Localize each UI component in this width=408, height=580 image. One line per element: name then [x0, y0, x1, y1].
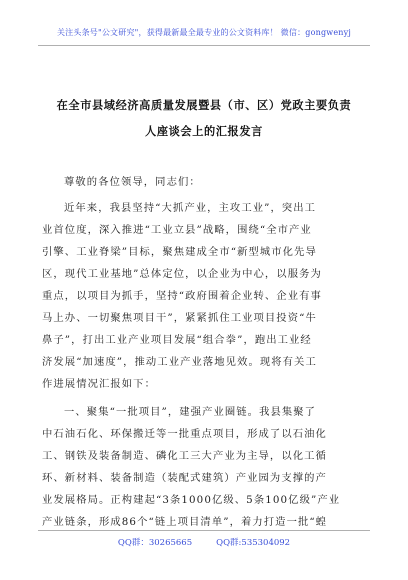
footer-qq-group-2: QQ群:535304092 — [216, 538, 291, 548]
body-line: 马上办、一切聚焦项目干”，紧紧抓住工业项目投资“牛 — [42, 312, 317, 324]
body-line: 济发展“加速度”，推动工业产业落地见效。现将有关工 — [42, 356, 317, 368]
header-banner: 关注头条号"公文研究"，获得最新最全最专业的公文资料库！ 微信：gongwenyj — [56, 28, 352, 37]
body-line: 环、新材料、装备制造（装配式建筑）产业园为支撑的产 — [42, 472, 327, 484]
document-title-line-2: 人座谈会上的汇报发言 — [145, 124, 263, 138]
header-divider — [38, 45, 370, 46]
body-line: 作进展情况汇报如下： — [42, 378, 156, 390]
body-line: 区，现代工业基地”总体定位，以企业为中心，以服务为 — [42, 268, 322, 280]
footer-qq-group-1: QQ群：30265665 — [117, 538, 193, 548]
body-line: 引擎、工业脊梁”目标，聚焦建成全市“新型城市化先导 — [42, 246, 317, 258]
document-title-line-1: 在全市县域经济高质量发展暨县（市、区）党政主要负责 — [56, 98, 352, 112]
footer — [0, 536, 408, 548]
body-line: 产业链条，形成86个“链上项目清单”，着力打造一批“蝗 — [42, 516, 328, 528]
body-line: 中石油石化、环保搬迁等一批重点项目，形成了以石油化 — [42, 428, 327, 440]
body-line: 业发展格局。正构建起“3条1000亿级、5条100亿级”产业 — [42, 494, 341, 506]
body-line: 重点，以项目为抓手，坚持“政府围着企业转、企业有事 — [42, 290, 322, 302]
footer-divider — [38, 530, 370, 531]
body-line: 业首位度，深入推进“工业立县”战略，围绕“全市产业 — [42, 224, 312, 236]
section-heading-line: 一、聚集“一批项目”，建强产业圈链。我县集聚了 — [64, 406, 317, 418]
body-line: 工、钢铁及装备制造、磷化工三大产业为主导，以化工循 — [42, 450, 327, 462]
body-line: 近年来，我县坚持“大抓产业，主攻工业”，突出工 — [64, 202, 317, 214]
body-line: 鼻子”，打出工业产业项目发展“组合拳”，跑出工业经 — [42, 334, 312, 346]
salutation: 尊敬的各位领导，同志们： — [64, 176, 201, 188]
